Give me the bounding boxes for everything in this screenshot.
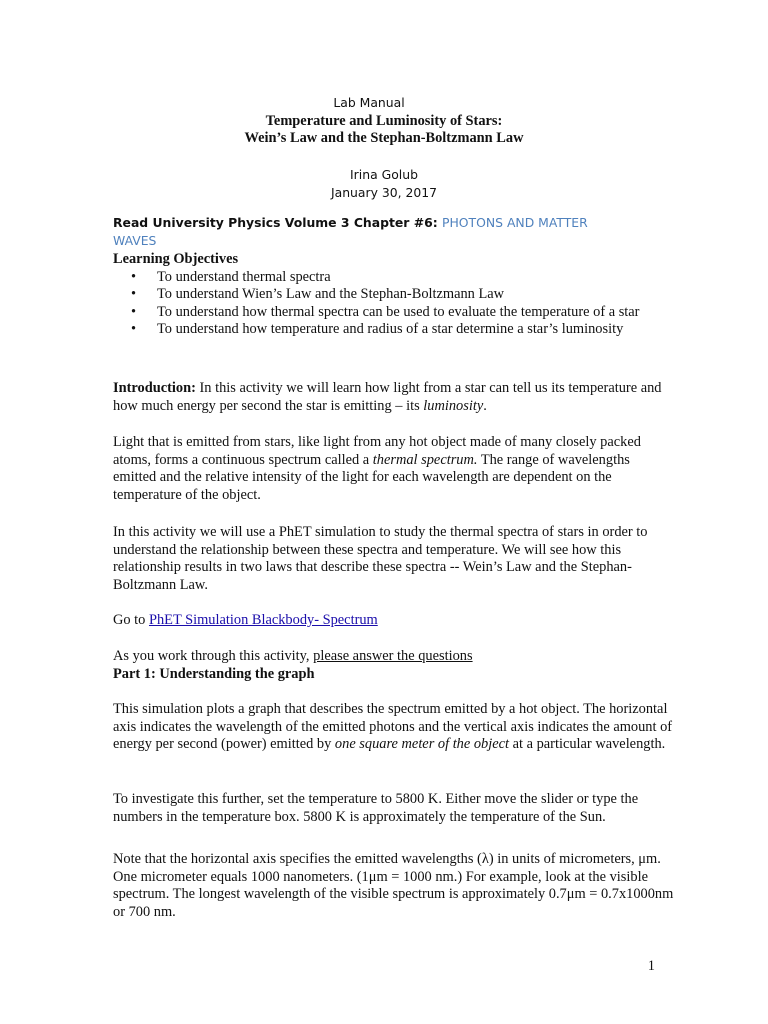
objectives-list [113,269,673,339]
graph-description-paragraph: This simulation plots a graph that describes the spectrum emitted by a hot object. The horizontal axis indicates the wavelength of the emitted photons and the vertical axis indicates the amount of energy per second (power) emitted by one square meter of the object at a particular wavelength. [113,701,673,753]
header-date: January 30, 2017 [330,185,438,201]
phet-activity-paragraph: In this activity we will use a PhET simulation to study the thermal spectra of stars in order to understand the relationship between these spectra and temperature. We will see how this relationship results in two laws that describe these spectra -- Wein’s Law and the Stephan-Boltzmann Law. [113,524,648,593]
list-item: • To understand how temperature and radius of a star determine a star’s luminosity [131,321,624,338]
header-subtitle: Wein’s Law and the Stephan-Boltzmann Law [244,130,524,147]
header-author: Irina Golub [350,166,418,182]
intro-label: Introduction: [113,380,196,396]
bullet-icon: • [131,321,137,338]
page-number: 1 [647,958,655,974]
learning-objectives [113,251,673,339]
reading-link-part1[interactable]: PHOTONS AND MATTER [442,215,588,230]
phet-simulation-link[interactable]: PhET Simulation Blackbody- Spectrum [148,612,378,628]
bullet-icon: • [131,268,137,285]
reading-assignment [113,214,673,250]
temperature-paragraph: To investigate this further, set the temperature to 5800 K. Either move the slider or type the numbers in the temperature box. 5800 K is approximately the temperature of the Sun. [113,791,639,825]
goto-paragraph: Go to PhET Simulation Blackbody- Spectrum [113,612,378,628]
instructions-paragraph: As you work through this activity, please answer the questions Part 1: Understanding the graph [113,648,673,683]
thermal-spectrum-paragraph: Light that is emitted from stars, like light from any hot object made of many closely packed atoms, forms a continuous spectrum called a thermal spectrum. The range of wavelengths emitted and the relative intensity of the light for each wavelength are dependent on the temperature of the object. [113,434,641,503]
part1-heading: Part 1: Understanding the graph [113,665,315,682]
bullet-icon: • [131,286,137,303]
list-item: • To understand thermal spectra [131,268,331,285]
reading-link-part2[interactable]: WAVES [113,233,157,248]
list-item: • To understand Wien’s Law and the Stephan-Boltzmann Law [131,286,505,303]
document-header [100,94,668,202]
introduction-paragraph: Introduction: In this activity we will learn how light from a star can tell us its temperature and how much energy per second the star is emitting – its luminosity. [113,380,662,414]
reading-prefix: Read University Physics Volume 3 Chapter #6: [113,215,443,230]
header-lab-manual: Lab Manual [333,95,405,110]
objectives-heading: Learning Objectives [113,251,239,267]
header-title: Temperature and Luminosity of Stars: [265,112,503,129]
list-item: • To understand how thermal spectra can be used to evaluate the temperature of a star [131,303,640,320]
wavelength-paragraph: Note that the horizontal axis specifies the emitted wavelengths (λ) in units of micrometers, μm. One micrometer equals 1000 nanometers. (1μm = 1000 nm.) For example, look at the visible spectrum. The longest wavelength of the visible spectrum is approximately 0.7μm = 0.7x1000nm or 700 nm. [113,851,674,920]
bullet-icon: • [131,303,137,320]
